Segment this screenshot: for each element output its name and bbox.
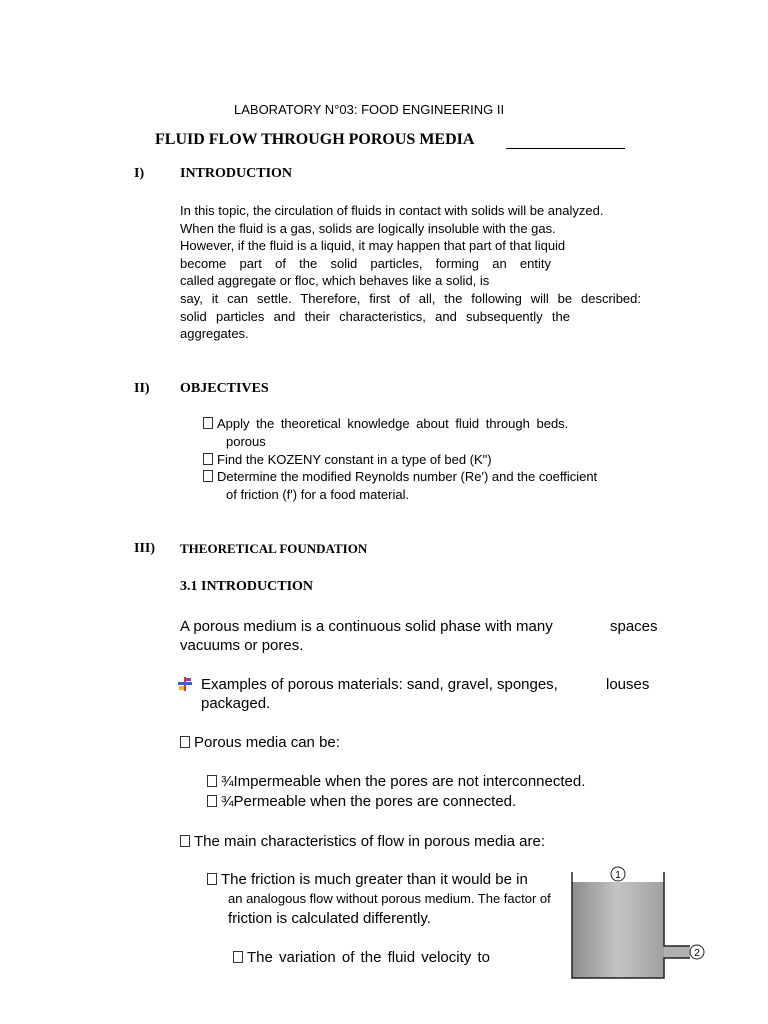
velocity-item	[233, 949, 490, 966]
examples-text-end: louses	[606, 676, 650, 693]
intro-line: say, it can settle. Therefore, first of all, the following will be described:	[180, 290, 641, 306]
bullet-box-icon	[233, 951, 243, 963]
intro-line: In this topic, the circulation of fluids in contact with solids will be analyzed.	[180, 203, 604, 218]
examples-text-line2: packaged.	[201, 695, 271, 712]
intro-line: become part of the solid particles, forming an entity	[180, 255, 551, 271]
document-title: FLUID FLOW THROUGH POROUS MEDIA	[155, 131, 475, 148]
velocity-text: The variation of the fluid velocity to	[247, 949, 490, 966]
bullet-box-icon	[180, 736, 190, 748]
porous-definition-end: spaces	[610, 618, 658, 635]
bullet-box-icon	[180, 835, 190, 847]
section-number-intro: I)	[134, 166, 145, 181]
section-title-intro: INTRODUCTION	[180, 166, 293, 181]
permeable-item	[207, 793, 516, 810]
bullet-flag-icon	[178, 677, 192, 691]
permeable-text: ¾Permeable when the pores are connected.	[221, 793, 517, 810]
intro-line: When the fluid is a gas, solids are logically insoluble with the gas.	[180, 220, 556, 236]
impermeable-text: ¾Impermeable when the pores are not interconnected.	[221, 773, 586, 790]
objective-continuation: of friction (f') for a food material.	[226, 487, 410, 502]
section-number-objectives: II)	[134, 381, 150, 396]
tank-diagram	[560, 860, 710, 984]
objective-item	[203, 416, 568, 431]
friction-text: The friction is much greater than it would be in	[221, 871, 528, 888]
intro-line: However, if the fluid is a liquid, it may happen that part of that liquid	[180, 238, 566, 254]
porous-definition: A porous medium is a continuous solid phase with many	[180, 618, 553, 635]
porous-definition-line2: vacuums or pores.	[180, 637, 304, 654]
subsection-title: 3.1 INTRODUCTION	[180, 579, 314, 594]
bullet-box-icon	[207, 795, 217, 807]
impermeable-item	[207, 773, 585, 790]
intro-line: called aggregate or floc, which behaves like a solid, is	[180, 273, 490, 289]
title-underline	[506, 148, 625, 149]
intro-line: aggregates.	[180, 326, 249, 342]
point-1-label: 1	[615, 870, 621, 881]
examples-text: Examples of porous materials: sand, gravel, sponges,	[201, 676, 558, 693]
media-types-intro	[180, 734, 340, 751]
objective-item	[203, 469, 597, 484]
friction-line2: an analogous flow without porous medium. The factor of	[228, 891, 551, 906]
lab-header: LABORATORY N°03: FOOD ENGINEERING II	[234, 102, 505, 117]
bullet-box-icon	[203, 453, 213, 465]
bullet-box-icon	[207, 873, 217, 885]
bullet-box-icon	[207, 775, 217, 787]
media-types-text: Porous media can be:	[194, 734, 340, 751]
friction-item	[207, 871, 528, 888]
intro-paragraph	[180, 202, 641, 343]
bullet-box-icon	[203, 417, 213, 429]
objective-text: Apply the theoretical knowledge about fluid through beds.	[217, 416, 569, 431]
intro-line: solid particles and their characteristics, and subsequently the	[180, 308, 570, 324]
bullet-box-icon	[203, 470, 213, 482]
point-2-label: 2	[694, 948, 700, 959]
tank-fluid	[572, 882, 664, 978]
section-title-objectives: OBJECTIVES	[180, 381, 269, 396]
main-characteristics-text: The main characteristics of flow in porous media are:	[194, 833, 545, 850]
section-title-theory: THEORETICAL FOUNDATION	[180, 541, 368, 556]
objective-continuation: porous	[226, 434, 266, 449]
section-number-theory: III)	[134, 541, 156, 556]
outlet-pipe-fluid	[664, 946, 690, 958]
objective-item	[203, 452, 492, 467]
friction-line3: friction is calculated differently.	[228, 910, 431, 927]
objective-text: Find the KOZENY constant in a type of bed (K")	[217, 452, 492, 467]
main-characteristics	[180, 833, 545, 850]
objective-text: Determine the modified Reynolds number (Re') and the coefficient	[217, 469, 598, 484]
